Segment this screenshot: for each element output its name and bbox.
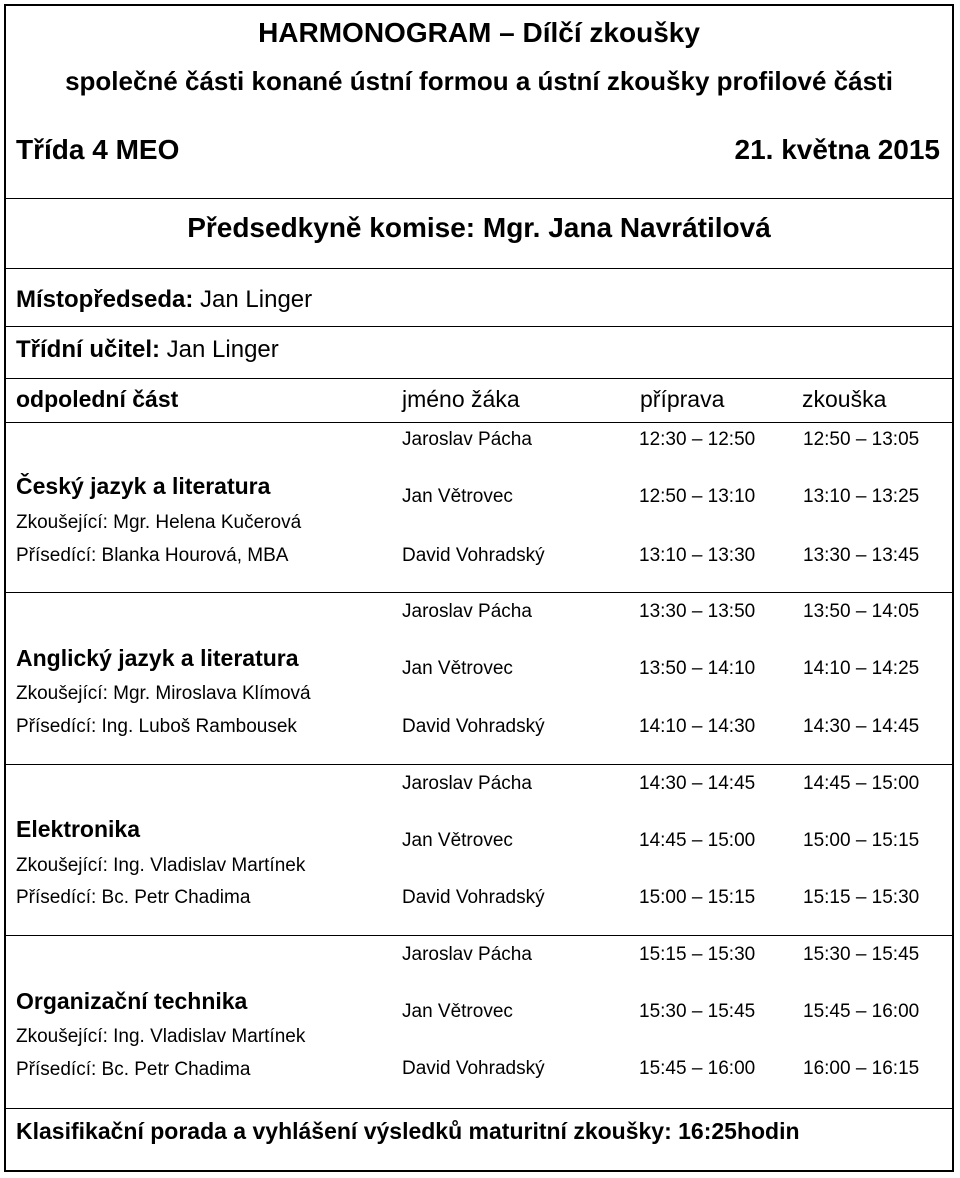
schedule-frame bbox=[4, 4, 954, 1172]
page-subtitle: společné části konané ústní formou a ústní zkoušky profilové části bbox=[65, 66, 893, 96]
row-prep: 13:30 – 13:50 bbox=[639, 601, 756, 622]
footer-note: Klasifikační porada a vyhlášení výsledků maturitní zkoušky: 16:25hodin bbox=[16, 1118, 800, 1144]
row-exam: 13:30 – 13:45 bbox=[803, 545, 920, 566]
row-prep: 12:30 – 12:50 bbox=[639, 429, 756, 450]
row-prep: 14:30 – 14:45 bbox=[639, 773, 756, 794]
subject-assessor: Přísedící: Bc. Petr Chadima bbox=[16, 887, 251, 908]
row-student: Jan Větrovec bbox=[402, 1001, 513, 1022]
divider bbox=[6, 378, 952, 379]
row-student: Jan Větrovec bbox=[402, 486, 513, 507]
divider bbox=[6, 198, 952, 199]
row-exam: 14:30 – 14:45 bbox=[803, 716, 920, 737]
row-exam: 13:10 – 13:25 bbox=[803, 486, 920, 507]
row-exam: 14:45 – 15:00 bbox=[803, 773, 920, 794]
class-teacher bbox=[16, 338, 279, 362]
divider bbox=[6, 326, 952, 327]
row-prep: 15:15 – 15:30 bbox=[639, 944, 756, 965]
row-exam: 15:45 – 16:00 bbox=[803, 1001, 920, 1022]
divider bbox=[6, 935, 952, 936]
row-prep: 12:50 – 13:10 bbox=[639, 486, 756, 507]
row-student: Jaroslav Pácha bbox=[402, 429, 532, 450]
divider bbox=[6, 592, 952, 593]
subject-name: Anglický jazyk a literatura bbox=[16, 645, 299, 671]
row-student: Jan Větrovec bbox=[402, 830, 513, 851]
exam-date: 21. května 2015 bbox=[734, 134, 940, 165]
row-prep: 15:00 – 15:15 bbox=[639, 887, 756, 908]
page-title: HARMONOGRAM – Dílčí zkoušky bbox=[258, 17, 700, 48]
subject-examiner: Zkoušející: Mgr. Helena Kučerová bbox=[16, 512, 302, 533]
subject-assessor: Přísedící: Ing. Luboš Rambousek bbox=[16, 716, 297, 737]
row-prep: 14:45 – 15:00 bbox=[639, 830, 756, 851]
subject-examiner: Zkoušející: Mgr. Miroslava Klímová bbox=[16, 683, 311, 704]
divider bbox=[6, 764, 952, 765]
subject-name: Organizační technika bbox=[16, 988, 248, 1014]
subject-examiner: Zkoušející: Ing. Vladislav Martínek bbox=[16, 855, 306, 876]
row-student: Jaroslav Pácha bbox=[402, 601, 532, 622]
row-prep: 13:50 – 14:10 bbox=[639, 658, 756, 679]
divider bbox=[6, 268, 952, 269]
row-student: David Vohradský bbox=[402, 887, 545, 908]
row-prep: 15:30 – 15:45 bbox=[639, 1001, 756, 1022]
committee-chair: Předsedkyně komise: Mgr. Jana Navrátilová bbox=[187, 212, 771, 243]
subject-name: Český jazyk a literatura bbox=[16, 473, 271, 499]
row-student: Jaroslav Pácha bbox=[402, 944, 532, 965]
divider bbox=[6, 1108, 952, 1109]
row-prep: 13:10 – 13:30 bbox=[639, 545, 756, 566]
row-exam: 16:00 – 16:15 bbox=[803, 1058, 920, 1079]
row-student: David Vohradský bbox=[402, 716, 545, 737]
row-exam: 12:50 – 13:05 bbox=[803, 429, 920, 450]
row-student: Jan Větrovec bbox=[402, 658, 513, 679]
col-exam: zkouška bbox=[802, 386, 887, 412]
class-teacher-name: Jan Linger bbox=[166, 336, 279, 363]
col-section: odpolední část bbox=[16, 386, 179, 412]
vice-chair-label: Místopředseda: bbox=[16, 286, 194, 313]
row-exam: 15:00 – 15:15 bbox=[803, 830, 920, 851]
vice-chair bbox=[16, 288, 312, 312]
row-student: David Vohradský bbox=[402, 545, 545, 566]
vice-chair-name: Jan Linger bbox=[200, 286, 313, 313]
row-student: David Vohradský bbox=[402, 1058, 545, 1079]
col-prep: příprava bbox=[640, 386, 725, 412]
subject-assessor: Přísedící: Bc. Petr Chadima bbox=[16, 1059, 251, 1080]
class-teacher-label: Třídní učitel: bbox=[16, 336, 160, 363]
row-student: Jaroslav Pácha bbox=[402, 773, 532, 794]
class-label: Třída 4 MEO bbox=[16, 134, 180, 165]
row-exam: 13:50 – 14:05 bbox=[803, 601, 920, 622]
subject-name: Elektronika bbox=[16, 816, 140, 842]
subject-examiner: Zkoušející: Ing. Vladislav Martínek bbox=[16, 1026, 306, 1047]
row-prep: 15:45 – 16:00 bbox=[639, 1058, 756, 1079]
row-exam: 14:10 – 14:25 bbox=[803, 658, 920, 679]
subject-assessor: Přísedící: Blanka Hourová, MBA bbox=[16, 545, 289, 566]
divider bbox=[6, 422, 952, 423]
row-prep: 14:10 – 14:30 bbox=[639, 716, 756, 737]
row-exam: 15:15 – 15:30 bbox=[803, 887, 920, 908]
col-student: jméno žáka bbox=[402, 386, 520, 412]
row-exam: 15:30 – 15:45 bbox=[803, 944, 920, 965]
